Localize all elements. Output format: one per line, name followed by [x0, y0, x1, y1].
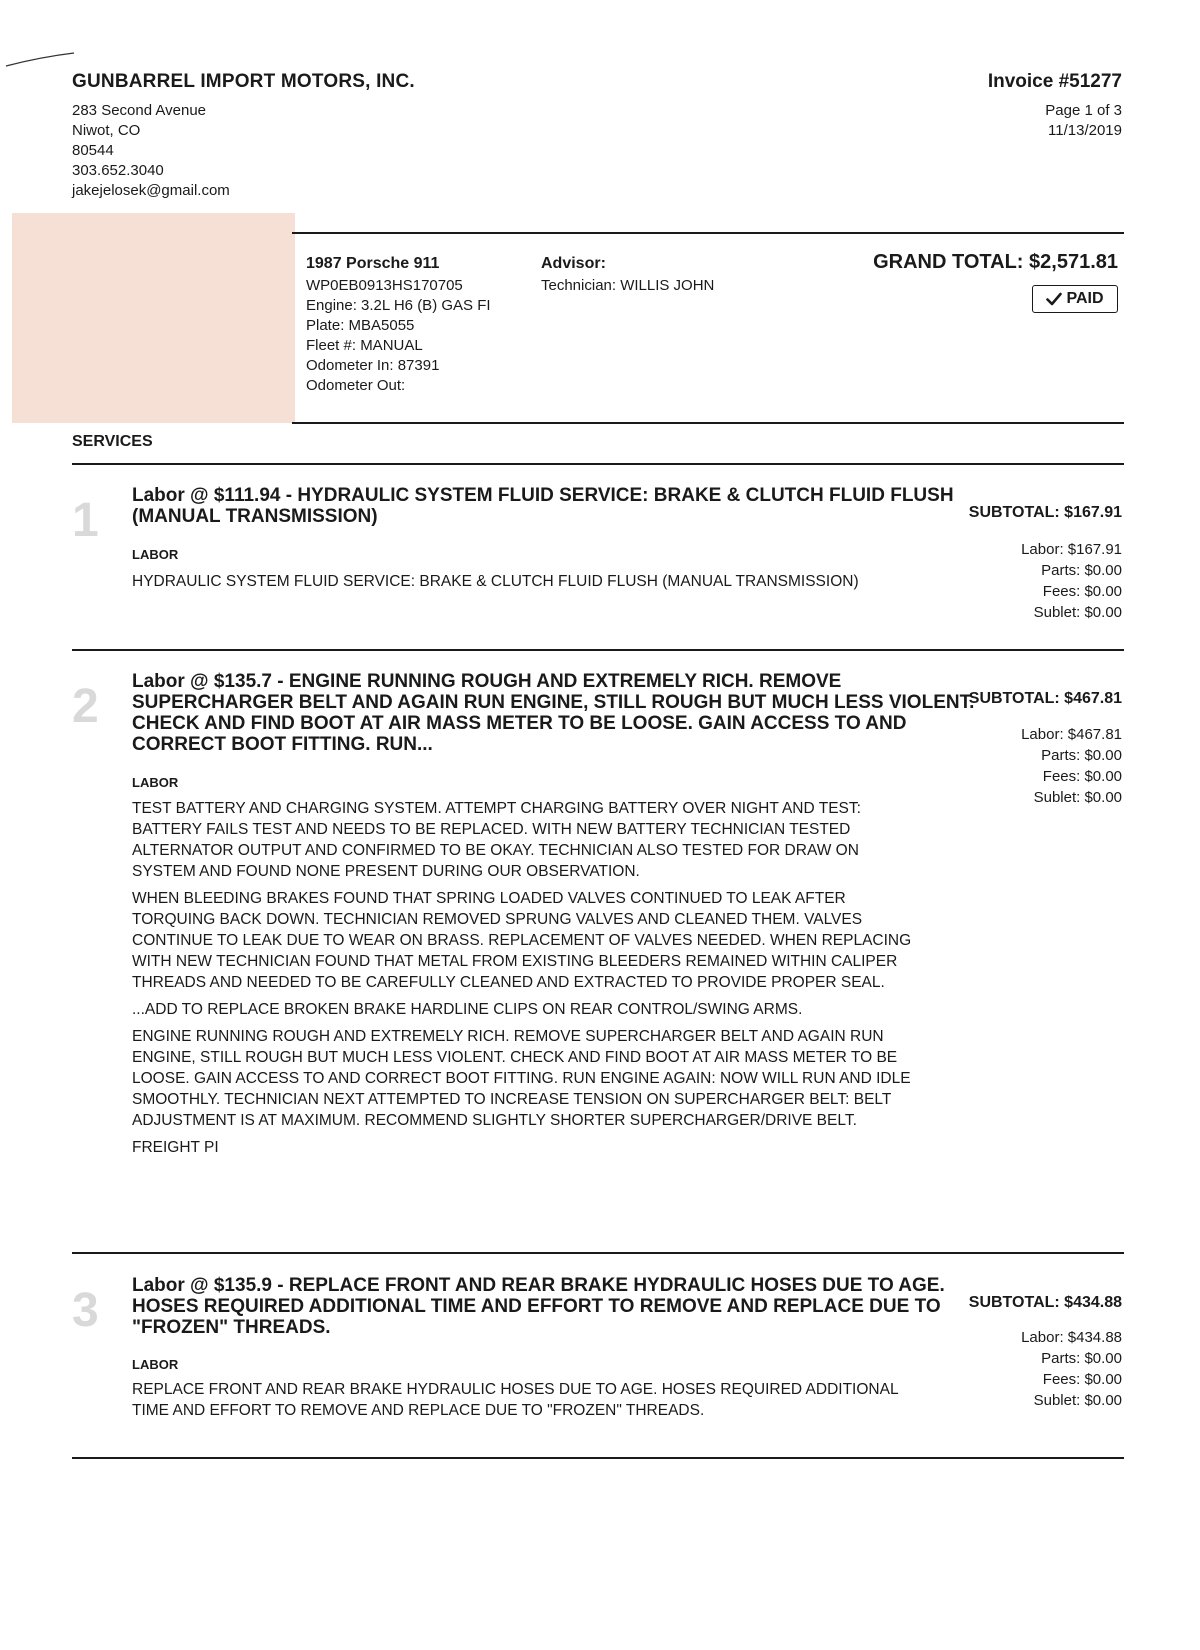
invoice-number: Invoice #51277 — [987, 71, 1122, 92]
vehicle-vin: WP0EB0913HS170705 — [306, 277, 463, 294]
fees-amount: Fees: $0.00 — [1042, 768, 1122, 785]
labor-paragraph: TEST BATTERY AND CHARGING SYSTEM. ATTEMPT CHARGING BATTERY OVER NIGHT AND TEST: BATTERY FAILS TEST AND NEEDS TO BE REPLACED. WITH NEW BATTERY TECHNICIAN TESTED ALTERNATOR OUTPUT AND CONFIRMED TO BE OKAY. TECHNICIAN ALSO TESTED FOR DRAW ON SYSTEM AND FOUND NONE PRESENT DURING OUR OBSERVATION. — [132, 800, 861, 880]
vehicle-info — [306, 255, 491, 396]
labor-description — [132, 571, 922, 598]
service-amounts — [922, 1327, 1122, 1411]
vehicle-top-rule — [292, 232, 1124, 234]
vehicle-title: 1987 Porsche 911 — [306, 255, 440, 272]
service-number: 1 — [72, 494, 99, 547]
shop-info — [72, 71, 415, 201]
technician: Technician: WILLIS JOHN — [541, 277, 715, 294]
service-amounts — [922, 724, 1122, 808]
checkmark-icon — [1046, 292, 1062, 306]
shop-zip: 80544 — [72, 142, 114, 159]
labor-paragraph: HYDRAULIC SYSTEM FLUID SERVICE: BRAKE & CLUTCH FLUID FLUSH (MANUAL TRANSMISSION) — [132, 573, 859, 590]
paid-label: PAID — [1066, 290, 1104, 307]
shop-address: 283 Second Avenue — [72, 102, 207, 119]
service-item — [70, 1275, 1122, 1435]
fees-amount: Fees: $0.00 — [1042, 583, 1122, 600]
service-subtotal: SUBTOTAL: $467.81 — [968, 690, 1122, 707]
service-item — [70, 671, 1122, 1231]
shop-name: GUNBARREL IMPORT MOTORS, INC. — [72, 71, 415, 92]
paid-badge — [1032, 285, 1118, 313]
labor-label: LABOR — [132, 1357, 179, 1372]
odometer-out: Odometer Out: — [306, 377, 406, 394]
labor-label: LABOR — [132, 775, 179, 790]
service-item — [70, 485, 1122, 635]
service-title: Labor @ $135.9 - REPLACE FRONT AND REAR BRAKE HYDRAULIC HOSES DUE TO AGE. HOSES REQUIRED ADDITIONAL TIME AND EFFORT TO REMOVE AND REPLACE DUE TO "FROZEN" THREADS. — [132, 1275, 945, 1338]
labor-amount: Labor: $434.88 — [1021, 1329, 1122, 1346]
service-divider — [72, 649, 1124, 651]
shop-city-state: Niwot, CO — [72, 122, 141, 139]
sublet-amount: Sublet: $0.00 — [1033, 1392, 1122, 1409]
grand-total: GRAND TOTAL: $2,571.81 — [873, 251, 1118, 273]
odometer-in: Odometer In: 87391 — [306, 357, 440, 374]
labor-paragraph: ENGINE RUNNING ROUGH AND EXTREMELY RICH. REMOVE SUPERCHARGER BELT AND AGAIN RUN ENGINE, STILL ROUGH BUT MUCH LESS VIOLENT. CHECK AND FIND BOOT AT AIR MASS METER TO BE LOOSE. GAIN ACCESS TO AND CORRECT BOOT FITTING. RUN ENGINE AGAIN: NOW WILL RUN AND IDLE SMOOTHLY. TECHNICIAN NEXT ATTEMPTED TO INCREASE TENSION ON SUPERCHARGER BELT: BELT ADJUSTMENT IS AT MAXIMUM. RECOMMEND SLIGHTLY SHORTER SUPERCHARGER/DRIVE BELT. — [132, 1028, 911, 1129]
vehicle-bottom-rule — [292, 422, 1124, 424]
labor-description — [132, 1379, 922, 1427]
service-divider — [72, 1252, 1124, 1254]
advisor-label: Advisor: — [541, 255, 606, 272]
service-subtotal: SUBTOTAL: $434.88 — [968, 1294, 1122, 1311]
parts-amount: Parts: $0.00 — [1041, 747, 1122, 764]
invoice-info — [988, 71, 1122, 141]
labor-amount: Labor: $467.81 — [1021, 726, 1122, 743]
service-amounts — [922, 539, 1122, 623]
page-bottom-rule — [72, 1457, 1124, 1459]
labor-paragraph: WHEN BLEEDING BRAKES FOUND THAT SPRING LOADED VALVES CONTINUED TO LEAK AFTER TORQUING BACK DOWN. TECHNICIAN REMOVED SPRUNG VALVES AND CLEANED THEM. VALVES CONTINUE TO LEAK DUE TO WEAR ON BRASS. REPLACEMENT OF VALVES NEEDED. WHEN REPLACING WITH NEW TECHNICIAN FOUND THAT METAL FROM EXISTING BLEEDERS REMAINED WITHIN CALIPER THREADS AND NEEDED TO BE CAREFULLY CLEANED AND EXTRACTED TO PROVIDE PROPER SEAL. — [132, 890, 912, 991]
fees-amount: Fees: $0.00 — [1042, 1371, 1122, 1388]
shop-phone: 303.652.3040 — [72, 162, 164, 179]
labor-paragraph: FREIGHT PI — [132, 1139, 219, 1156]
service-title: Labor @ $135.7 - ENGINE RUNNING ROUGH AND EXTREMELY RICH. REMOVE SUPERCHARGER BELT AND AGAIN RUN ENGINE, STILL ROUGH BUT MUCH LESS VIOLENT. CHECK AND FIND BOOT AT AIR MASS METER TO BE LOOSE. GAIN ACCESS TO AND CORRECT BOOT FITTING. RUN... — [132, 671, 975, 755]
service-subtotal: SUBTOTAL: $167.91 — [968, 504, 1122, 521]
labor-amount: Labor: $167.91 — [1021, 541, 1122, 558]
labor-paragraph: REPLACE FRONT AND REAR BRAKE HYDRAULIC HOSES DUE TO AGE. HOSES REQUIRED ADDITIONAL TIME AND EFFORT TO REMOVE AND REPLACE DUE TO "FROZEN" THREADS. — [132, 1381, 898, 1419]
parts-amount: Parts: $0.00 — [1041, 562, 1122, 579]
labor-label: LABOR — [132, 547, 179, 562]
shop-email: jakejelosek@gmail.com — [72, 182, 230, 199]
vehicle-engine: Engine: 3.2L H6 (B) GAS FI — [306, 297, 491, 314]
invoice-date: 11/13/2019 — [1048, 122, 1122, 139]
service-number: 2 — [72, 680, 99, 733]
redacted-customer-block — [12, 213, 295, 423]
staff-info — [541, 255, 714, 296]
services-rule — [72, 463, 1124, 465]
labor-description — [132, 798, 922, 1164]
vehicle-plate: Plate: MBA5055 — [306, 317, 415, 334]
parts-amount: Parts: $0.00 — [1041, 1350, 1122, 1367]
page-indicator: Page 1 of 3 — [1045, 102, 1122, 119]
sublet-amount: Sublet: $0.00 — [1033, 789, 1122, 806]
vehicle-fleet: Fleet #: MANUAL — [306, 337, 423, 354]
service-number: 3 — [72, 1284, 99, 1337]
service-title: Labor @ $111.94 - HYDRAULIC SYSTEM FLUID SERVICE: BRAKE & CLUTCH FLUID FLUSH (MANUAL TRANSMISSION) — [132, 485, 954, 527]
services-heading: SERVICES — [72, 433, 153, 450]
pen-stroke-mark — [4, 50, 76, 68]
sublet-amount: Sublet: $0.00 — [1033, 604, 1122, 621]
labor-paragraph: ...ADD TO REPLACE BROKEN BRAKE HARDLINE CLIPS ON REAR CONTROL/SWING ARMS. — [132, 1001, 803, 1018]
